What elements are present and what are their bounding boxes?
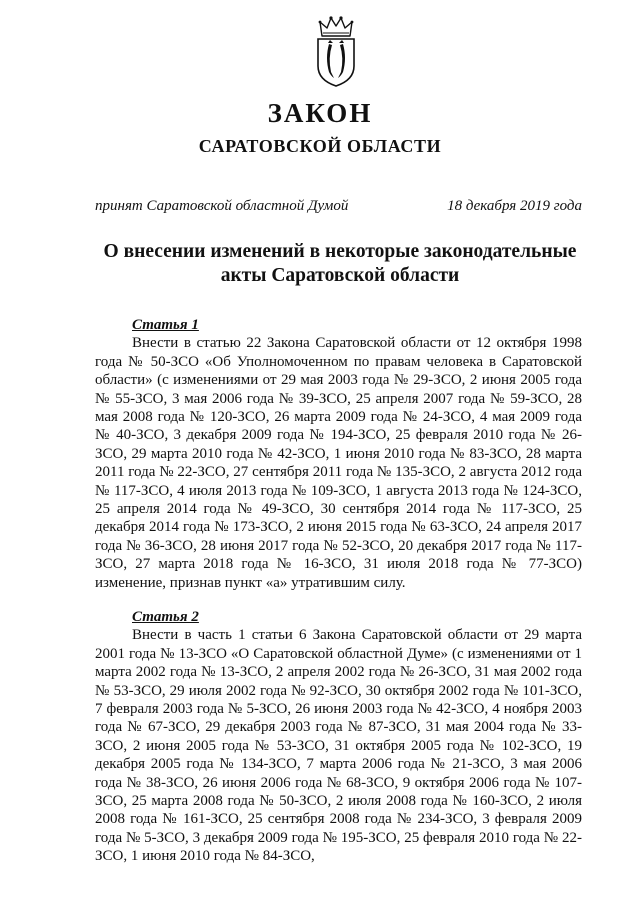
adoption-date: 18 декабря 2019 года [447,198,582,214]
law-heading: О внесении изменений в некоторые законодательные акты Саратовской области [103,241,577,286]
saratov-coat-of-arms-icon [312,14,360,88]
article-1 [95,316,582,592]
article-2 [95,608,582,866]
document-subtitle: САРАТОВСКОЙ ОБЛАСТИ [198,136,442,156]
adopted-by: принят Саратовской областной Думой [95,198,349,214]
article-text: Внести в часть 1 статьи 6 Закона Саратовской области от 29 марта 2001 года № 13-ЗСО «О Саратовской областной Думе» (с изменениями от 1 марта 2002 года № 13-ЗСО, 2 апреля 2002 года № 26-ЗСО, 31 мая 2002 года № 53-ЗСО, 29 июля 2002 года № 92-ЗСО, 30 октября 2002 года № 101-ЗСО, 7 февраля 2003 года № 5-ЗСО, 26 июня 2003 года № 42-ЗСО, 4 ноября 2003 года № 67-ЗСО, 29 декабря 2003 года № 87-ЗСО, 31 мая 2004 года № 33-ЗСО, 2 июня 2005 года № 53-ЗСО, 31 октября 2005 года № 102-ЗСО, 19 декабря 2005 года № 134-ЗСО, 7 марта 2006 года № 21-ЗСО, 3 мая 2006 года № 38-ЗСО, 26 июня 2006 года № 68-ЗСО, 9 октября 2006 года № 107-ЗСО, 25 марта 2008 года № 50-ЗСО, 2 июля 2008 года № 160-ЗСО, 2 июля 2008 года № 161-ЗСО, 25 сентября 2008 года № 234-ЗСО, 3 февраля 2009 года № 5-ЗСО, 3 декабря 2009 года № 195-ЗСО, 25 февраля 2010 года № 22-ЗСО, 1 июня 2010 года № 84-ЗСО, [95,627,582,865]
article-title: Статья 2 [132,609,199,625]
article-title: Статья 1 [132,317,199,333]
document-title: ЗАКОН [267,98,373,128]
article-text: Внести в статью 22 Закона Саратовской области от 12 октября 1998 года № 50-ЗСО «Об Уполномоченном по правам человека в Саратовской области» (с изменениями от 29 мая 2003 года № 29-ЗСО, 2 июня 2005 года № 55-ЗСО, 3 мая 2006 года № 39-ЗСО, 25 апреля 2007 года № 59-ЗСО, 28 мая 2008 года № 120-ЗСО, 26 марта 2009 года № 24-ЗСО, 4 мая 2009 года № 40-ЗСО, 3 декабря 2009 года № 194-ЗСО, 25 февраля 2010 года № 26-ЗСО, 29 марта 2010 года № 42-ЗСО, 1 июня 2010 года № 83-ЗСО, 28 марта 2011 года № 22-ЗСО, 27 сентября 2011 года № 135-ЗСО, 2 августа 2012 года № 117-ЗСО, 4 июля 2013 года № 109-ЗСО, 1 августа 2013 года № 124-ЗСО, 25 апреля 2014 года № 49-ЗСО, 30 сентября 2014 года № 117-ЗСО, 25 декабря 2014 года № 173-ЗСО, 2 июня 2015 года № 63-ЗСО, 24 апреля 2017 года № 36-ЗСО, 28 июня 2017 года № 52-ЗСО, 20 декабря 2017 года № 117-ЗСО, 27 марта 2018 года № 16-ЗСО, 31 июля 2018 года № 77-ЗСО) изменение, признав пункт «а» утратившим силу. [95,335,582,591]
